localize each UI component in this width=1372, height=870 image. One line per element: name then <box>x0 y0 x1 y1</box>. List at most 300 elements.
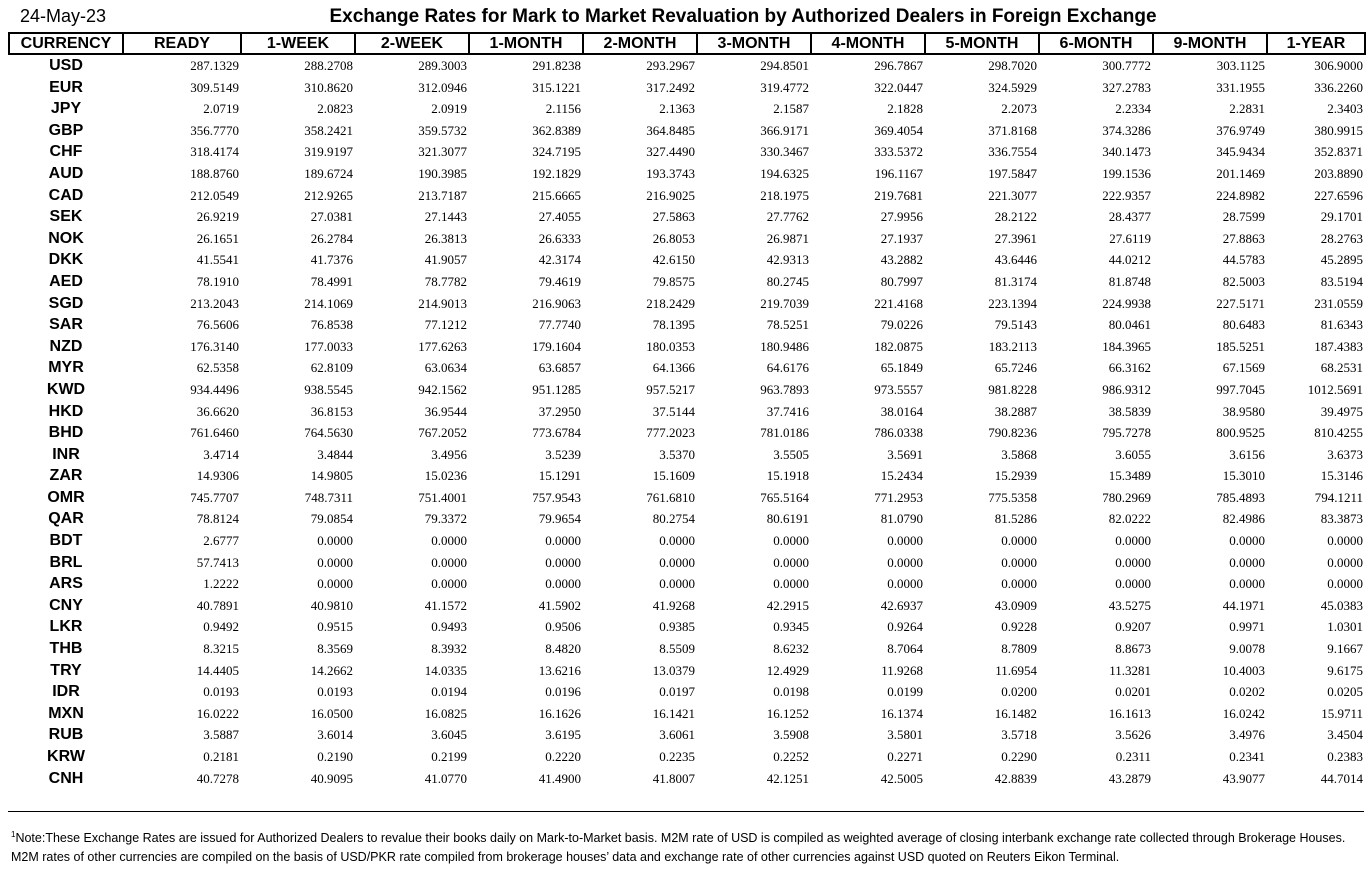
rate-cell: 9.1667 <box>1327 641 1363 657</box>
rate-cell: 68.2531 <box>1320 360 1363 376</box>
column-header-6-month: 6-MONTH <box>1039 33 1153 54</box>
rate-cell: 0.0000 <box>431 554 467 570</box>
rate-cell: 13.0379 <box>652 662 695 678</box>
rate-cell: 27.4055 <box>538 209 581 225</box>
rate-cell: 0.0000 <box>545 533 581 549</box>
rate-cell: 203.8890 <box>1314 165 1363 181</box>
rate-cell: 15.1918 <box>766 468 809 484</box>
table-row <box>9 444 1365 466</box>
rate-cell: 180.9486 <box>760 338 809 354</box>
currency-code: CHF <box>49 143 83 161</box>
rate-cell: 36.6620 <box>196 403 239 419</box>
rate-cell: 288.2708 <box>304 58 353 73</box>
rate-cell: 0.0000 <box>317 576 353 592</box>
currency-code: BDT <box>49 532 83 550</box>
table-row <box>9 141 1365 163</box>
rate-cell: 15.3489 <box>1108 468 1151 484</box>
rate-cell: 81.3174 <box>994 273 1037 289</box>
rate-cell: 77.7740 <box>538 317 581 333</box>
rate-cell: 78.4991 <box>310 273 353 289</box>
rate-cell: 16.0825 <box>424 705 467 721</box>
rate-cell: 0.0000 <box>317 533 353 549</box>
rate-cell: 43.9077 <box>1222 770 1265 786</box>
rate-cell: 0.0000 <box>659 576 695 592</box>
rate-cell: 215.6665 <box>532 187 581 203</box>
rate-cell: 42.9313 <box>766 252 809 268</box>
rate-cell: 0.2252 <box>773 749 809 764</box>
rate-cell: 0.0000 <box>1001 576 1037 592</box>
rate-cell: 42.5005 <box>880 770 923 786</box>
currency-code: OMR <box>47 488 85 506</box>
rate-cell: 2.3403 <box>1327 101 1363 117</box>
rate-cell: 15.2939 <box>994 468 1037 484</box>
rate-cell: 43.5275 <box>1108 597 1151 613</box>
rate-cell: 795.7278 <box>1102 425 1151 441</box>
rate-cell: 26.1651 <box>196 230 239 246</box>
currency-code: INR <box>52 445 80 463</box>
table-row <box>9 508 1365 530</box>
currency-code: BRL <box>49 553 83 571</box>
rate-cell: 3.6045 <box>431 727 467 743</box>
column-header-2-week: 2-WEEK <box>355 33 469 54</box>
rate-cell: 3.6061 <box>659 727 695 743</box>
rate-cell: 775.5358 <box>988 489 1037 505</box>
rate-cell: 64.1366 <box>652 360 695 376</box>
column-header-1-week: 1-WEEK <box>241 33 355 54</box>
rate-cell: 790.8236 <box>988 425 1037 441</box>
column-header-3-month: 3-MONTH <box>697 33 811 54</box>
rate-cell: 296.7867 <box>874 58 923 73</box>
rate-cell: 3.6055 <box>1115 446 1151 462</box>
report-date: 24-May-23 <box>20 6 107 26</box>
rate-cell: 40.7278 <box>196 770 239 786</box>
currency-code: SEK <box>49 208 83 226</box>
rate-cell: 27.1443 <box>424 209 467 225</box>
rate-cell: 324.7195 <box>532 144 581 160</box>
rate-cell: 3.6014 <box>317 727 353 743</box>
rate-cell: 214.1069 <box>304 295 353 311</box>
currency-code: SAR <box>49 316 83 334</box>
rate-cell: 294.8501 <box>760 58 809 73</box>
table-row <box>9 638 1365 660</box>
rate-cell: 0.0000 <box>659 533 695 549</box>
rate-cell: 322.0447 <box>874 79 923 95</box>
rate-cell: 0.0000 <box>773 576 809 592</box>
rate-cell: 0.0000 <box>317 554 353 570</box>
rate-cell: 3.5239 <box>545 446 581 462</box>
rate-cell: 223.1394 <box>988 295 1037 311</box>
rate-cell: 16.1421 <box>652 705 695 721</box>
rate-cell: 0.9515 <box>317 619 353 635</box>
rate-cell: 3.5626 <box>1115 727 1151 743</box>
rate-cell: 82.0222 <box>1108 511 1151 527</box>
rate-cell: 773.6784 <box>532 425 581 441</box>
rate-cell: 41.5902 <box>538 597 581 613</box>
rate-cell: 300.7772 <box>1102 58 1151 73</box>
currency-code: MYR <box>48 359 84 377</box>
currency-code: USD <box>49 57 83 74</box>
currency-code: AUD <box>48 164 84 182</box>
rate-cell: 81.8748 <box>1108 273 1151 289</box>
rate-cell: 28.4377 <box>1108 209 1151 225</box>
rate-cell: 291.8238 <box>532 58 581 73</box>
column-header-5-month: 5-MONTH <box>925 33 1039 54</box>
rate-cell: 83.5194 <box>1320 273 1363 289</box>
currency-code: AED <box>49 272 83 290</box>
rate-cell: 26.6333 <box>538 230 581 246</box>
rate-cell: 794.1211 <box>1314 489 1363 505</box>
rate-cell: 218.1975 <box>760 187 809 203</box>
rate-cell: 0.0000 <box>773 554 809 570</box>
rate-cell: 44.0212 <box>1108 252 1151 268</box>
rate-cell: 15.1291 <box>538 468 581 484</box>
rate-cell: 26.8053 <box>652 230 695 246</box>
rate-cell: 27.0381 <box>310 209 353 225</box>
currency-code: DKK <box>48 251 84 269</box>
rate-cell: 227.6596 <box>1314 187 1363 203</box>
rate-cell: 321.3077 <box>418 144 467 160</box>
rate-cell: 0.0000 <box>431 576 467 592</box>
rate-cell: 27.1937 <box>880 230 923 246</box>
rate-cell: 358.2421 <box>304 122 353 138</box>
table-row <box>9 552 1365 574</box>
table-body <box>9 54 1365 789</box>
rate-cell: 66.3162 <box>1108 360 1151 376</box>
rate-cell: 27.9956 <box>880 209 923 225</box>
rate-cell: 8.4820 <box>545 641 581 657</box>
rate-cell: 3.6373 <box>1327 446 1363 462</box>
rate-cell: 11.9268 <box>881 662 923 678</box>
rate-cell: 2.6777 <box>203 533 239 549</box>
rate-cell: 356.7770 <box>190 122 239 138</box>
rate-cell: 3.5887 <box>203 727 239 743</box>
rate-cell: 0.0000 <box>545 554 581 570</box>
table-row <box>9 465 1365 487</box>
rate-cell: 11.3281 <box>1109 662 1151 678</box>
rate-cell: 65.1849 <box>880 360 923 376</box>
rate-cell: 3.5801 <box>887 727 923 743</box>
currency-code: SGD <box>48 294 84 312</box>
rate-cell: 765.5164 <box>760 489 809 505</box>
rate-cell: 42.3174 <box>538 252 581 268</box>
currency-code: CNY <box>49 596 83 614</box>
rate-cell: 224.9938 <box>1102 295 1151 311</box>
rate-cell: 0.9345 <box>773 619 809 635</box>
rate-cell: 786.0338 <box>874 425 923 441</box>
rate-cell: 345.9434 <box>1216 144 1265 160</box>
rate-cell: 9.0078 <box>1229 641 1265 657</box>
rate-cell: 36.9544 <box>424 403 467 419</box>
table-row <box>9 271 1365 293</box>
rate-cell: 997.7045 <box>1216 381 1265 397</box>
currency-code: JPY <box>50 100 82 118</box>
rate-cell: 0.0196 <box>545 684 581 700</box>
rate-cell: 78.1395 <box>652 317 695 333</box>
rate-cell: 0.0000 <box>1327 576 1363 592</box>
table-row <box>9 379 1365 401</box>
rate-cell: 0.9385 <box>659 619 695 635</box>
rate-cell: 15.1609 <box>652 468 695 484</box>
rate-cell: 0.0000 <box>1327 533 1363 549</box>
rate-cell: 0.0193 <box>203 684 239 700</box>
rate-cell: 80.0461 <box>1108 317 1151 333</box>
table-row <box>9 163 1365 185</box>
currency-code: EUR <box>49 78 83 96</box>
rate-cell: 28.7599 <box>1222 209 1265 225</box>
rate-cell: 231.0559 <box>1314 295 1363 311</box>
table-row <box>9 293 1365 315</box>
rate-cell: 293.2967 <box>646 58 695 73</box>
rate-cell: 16.1613 <box>1108 705 1151 721</box>
currency-code: CAD <box>48 186 84 204</box>
rate-cell: 0.0194 <box>431 684 467 700</box>
rate-cell: 80.2745 <box>766 273 809 289</box>
rate-cell: 0.0000 <box>1229 533 1265 549</box>
rate-cell: 76.5606 <box>196 317 239 333</box>
rate-cell: 182.0875 <box>874 338 923 354</box>
rate-cell: 16.1482 <box>994 705 1037 721</box>
rate-cell: 41.9268 <box>652 597 695 613</box>
rate-cell: 748.7311 <box>304 489 353 505</box>
rate-cell: 8.7064 <box>887 641 923 657</box>
rate-cell: 0.9506 <box>545 619 581 635</box>
rate-cell: 0.2220 <box>545 749 581 764</box>
rate-cell: 16.0222 <box>196 705 239 721</box>
currency-code: IDR <box>52 683 80 701</box>
rate-cell: 0.2199 <box>431 749 467 764</box>
rate-cell: 973.5557 <box>874 381 923 397</box>
rate-cell: 0.0000 <box>1229 554 1265 570</box>
rate-cell: 2.1363 <box>659 101 695 117</box>
rate-cell: 2.1828 <box>887 101 923 117</box>
rate-cell: 38.2887 <box>994 403 1037 419</box>
footnote-divider <box>8 811 1364 812</box>
rate-cell: 3.5718 <box>1001 727 1037 743</box>
rate-cell: 0.0200 <box>1001 684 1037 700</box>
rate-cell: 16.1374 <box>880 705 923 721</box>
rate-cell: 187.4383 <box>1314 338 1363 354</box>
rate-cell: 227.5171 <box>1216 295 1265 311</box>
currency-code: KWD <box>46 380 86 398</box>
rate-cell: 26.3813 <box>424 230 467 246</box>
rate-cell: 14.9306 <box>196 468 239 484</box>
rate-cell: 366.9171 <box>760 122 809 138</box>
rate-cell: 3.5505 <box>773 446 809 462</box>
table-row <box>9 77 1365 99</box>
rate-cell: 3.4844 <box>317 446 353 462</box>
rate-cell: 800.9525 <box>1216 425 1265 441</box>
rate-cell: 40.9810 <box>310 597 353 613</box>
rate-cell: 327.2783 <box>1102 79 1151 95</box>
table-row <box>9 724 1365 746</box>
rate-cell: 318.4174 <box>190 144 239 160</box>
rate-cell: 3.5370 <box>659 446 695 462</box>
rate-cell: 44.1971 <box>1222 597 1265 613</box>
rate-cell: 188.8760 <box>190 165 239 181</box>
rate-cell: 15.3146 <box>1320 468 1363 484</box>
rate-cell: 183.2113 <box>988 338 1037 354</box>
rate-cell: 41.9057 <box>424 252 467 268</box>
rate-cell: 27.6119 <box>1109 230 1151 246</box>
rate-cell: 751.4001 <box>418 489 467 505</box>
rate-cell: 336.2260 <box>1314 79 1363 95</box>
rate-cell: 79.4619 <box>538 273 581 289</box>
rate-cell: 214.9013 <box>418 295 467 311</box>
rate-cell: 63.6857 <box>538 360 581 376</box>
rate-cell: 0.0201 <box>1115 684 1151 700</box>
rate-cell: 79.3372 <box>424 511 467 527</box>
rate-cell: 380.9915 <box>1314 122 1363 138</box>
table-row <box>9 573 1365 595</box>
rate-cell: 10.4003 <box>1222 662 1265 678</box>
rate-cell: 26.9871 <box>766 230 809 246</box>
rate-cell: 0.2290 <box>1001 749 1037 764</box>
rate-cell: 36.8153 <box>310 403 353 419</box>
rate-cell: 76.8538 <box>310 317 353 333</box>
rate-cell: 81.0790 <box>880 511 923 527</box>
rate-cell: 42.6937 <box>880 597 923 613</box>
rate-cell: 340.1473 <box>1102 144 1151 160</box>
column-header-9-month: 9-MONTH <box>1153 33 1267 54</box>
rate-cell: 43.2879 <box>1108 770 1151 786</box>
table-row <box>9 595 1365 617</box>
column-header-ready: READY <box>123 33 241 54</box>
rate-cell: 193.3743 <box>646 165 695 181</box>
rate-cell: 371.8168 <box>988 122 1037 138</box>
rate-cell: 177.6263 <box>418 338 467 354</box>
rate-cell: 79.0854 <box>310 511 353 527</box>
rate-cell: 359.5732 <box>418 122 467 138</box>
rate-cell: 80.2754 <box>652 511 695 527</box>
rate-cell: 0.0000 <box>659 554 695 570</box>
rate-cell: 310.8620 <box>304 79 353 95</box>
rate-cell: 309.5149 <box>190 79 239 95</box>
rate-cell: 3.5868 <box>1001 446 1037 462</box>
rate-cell: 0.0000 <box>887 576 923 592</box>
page-title: Exchange Rates for Mark to Market Revaluation by Authorized Dealers in Foreign Exchange <box>329 6 1157 27</box>
rate-cell: 57.7413 <box>196 554 239 570</box>
rate-cell: 179.1604 <box>532 338 581 354</box>
rate-cell: 0.0205 <box>1327 684 1363 700</box>
rate-cell: 42.8839 <box>994 770 1037 786</box>
rate-cell: 8.3215 <box>203 641 239 657</box>
currency-code: LKR <box>49 618 83 636</box>
rate-cell: 3.4714 <box>203 446 239 462</box>
rate-cell: 189.6724 <box>304 165 353 181</box>
rate-cell: 216.9025 <box>646 187 695 203</box>
rate-cell: 0.0000 <box>1115 554 1151 570</box>
table-row <box>9 206 1365 228</box>
table-row <box>9 336 1365 358</box>
rate-cell: 14.2662 <box>310 662 353 678</box>
rate-cell: 942.1562 <box>418 381 467 397</box>
rate-cell: 3.4976 <box>1229 727 1265 743</box>
rate-cell: 3.6156 <box>1229 446 1265 462</box>
rate-cell: 176.3140 <box>190 338 239 354</box>
rate-cell: 224.8982 <box>1216 187 1265 203</box>
rate-cell: 362.8389 <box>532 122 581 138</box>
rate-cell: 0.0000 <box>887 533 923 549</box>
rate-cell: 221.4168 <box>874 295 923 311</box>
rate-cell: 951.1285 <box>532 381 581 397</box>
rate-cell: 0.9493 <box>431 619 467 635</box>
rate-cell: 43.0909 <box>994 597 1037 613</box>
rate-cell: 79.8575 <box>652 273 695 289</box>
rate-cell: 780.2969 <box>1102 489 1151 505</box>
rate-cell: 331.1955 <box>1216 79 1265 95</box>
rate-cell: 41.5541 <box>196 252 239 268</box>
rate-cell: 77.1212 <box>424 317 467 333</box>
table-row <box>9 746 1365 768</box>
rate-cell: 219.7681 <box>874 187 923 203</box>
rate-cell: 64.6176 <box>766 360 809 376</box>
rate-cell: 0.0000 <box>887 554 923 570</box>
rate-cell: 0.0000 <box>1001 533 1037 549</box>
rate-cell: 177.0033 <box>304 338 353 354</box>
rate-cell: 79.0226 <box>880 317 923 333</box>
table-row <box>9 530 1365 552</box>
rate-cell: 289.3003 <box>418 58 467 73</box>
rate-cell: 80.7997 <box>880 273 923 289</box>
rate-cell: 42.6150 <box>652 252 695 268</box>
rate-cell: 0.0000 <box>1115 533 1151 549</box>
rate-cell: 0.0202 <box>1229 684 1265 700</box>
rate-cell: 2.2334 <box>1115 101 1151 117</box>
rate-cell: 38.0164 <box>880 403 923 419</box>
rate-cell: 82.5003 <box>1222 273 1265 289</box>
rate-cell: 192.1829 <box>532 165 581 181</box>
rate-cell: 298.7020 <box>988 58 1037 73</box>
rate-cell: 364.8485 <box>646 122 695 138</box>
rate-cell: 45.0383 <box>1320 597 1363 613</box>
table-row <box>9 314 1365 336</box>
rate-cell: 0.0199 <box>887 684 923 700</box>
rate-cell: 13.6216 <box>538 662 581 678</box>
rate-cell: 2.0919 <box>431 101 467 117</box>
table-row <box>9 703 1365 725</box>
rate-cell: 315.1221 <box>532 79 581 95</box>
currency-code: NOK <box>48 229 84 247</box>
rate-cell: 62.8109 <box>310 360 353 376</box>
rate-cell: 82.4986 <box>1222 511 1265 527</box>
rate-cell: 15.3010 <box>1222 468 1265 484</box>
table-row <box>9 616 1365 638</box>
rate-cell: 767.2052 <box>418 425 467 441</box>
rate-cell: 8.7809 <box>1001 641 1037 657</box>
rate-cell: 934.4496 <box>190 381 239 397</box>
rate-cell: 44.7014 <box>1320 770 1363 786</box>
rate-cell: 0.0000 <box>431 533 467 549</box>
rate-cell: 81.5286 <box>994 511 1037 527</box>
rate-cell: 327.4490 <box>646 144 695 160</box>
rate-cell: 43.2882 <box>880 252 923 268</box>
rate-cell: 184.3965 <box>1102 338 1151 354</box>
table-row <box>9 249 1365 271</box>
table-row <box>9 54 1365 77</box>
rate-cell: 190.3985 <box>418 165 467 181</box>
rate-cell: 37.2950 <box>538 403 581 419</box>
rate-cell: 312.0946 <box>418 79 467 95</box>
rate-cell: 376.9749 <box>1216 122 1265 138</box>
rate-cell: 761.6810 <box>646 489 695 505</box>
rate-cell: 0.0000 <box>1229 576 1265 592</box>
rate-cell: 80.6483 <box>1222 317 1265 333</box>
currency-code: GBP <box>48 121 84 139</box>
rate-cell: 185.5251 <box>1216 338 1265 354</box>
rate-cell: 8.3569 <box>317 641 353 657</box>
rate-cell: 0.0000 <box>1001 554 1037 570</box>
rate-cell: 963.7893 <box>760 381 809 397</box>
